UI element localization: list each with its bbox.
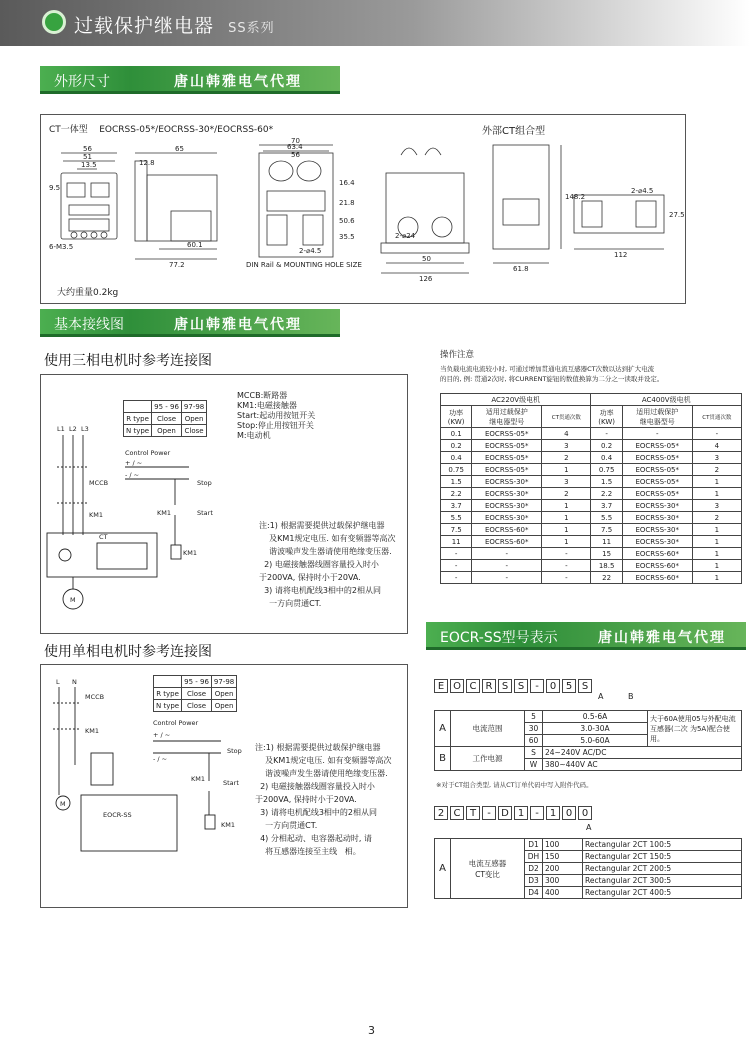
model-code-char: 0 bbox=[578, 806, 592, 820]
motor-selection-table: AC220V级电机 AC400V级电机 功率 (KW) 适用过载保护 继电器型号 CT贯通次数 功率 (KW) 适用过载保护 继电器型号 CT贯通次数 0.1 EOCRSS-05* 4 - - - 0.2 EOCRSS-05* 3 0.2 EOCRSS-05* 4 0.4 EOCRSS-05* 2 0.4 EOCRSS-05* 3 0.75 EOCRSS-05* 1 0.75 EOCRSS-05* 2 1.5 EOCRSS-30* 3 1.5 EOCRSS-05* 1 2.2 EOCRSS-30* 2 2.2 EOCRSS-05* 1 3.7 EOCRSS-30* 1 3.7 EOCRSS-30* 3 5.5 EOCRSS-30* 1 5.5 EOCRSS-30* 2 7.5 EOCRSS-60* 1 7.5 EOCRSS-30* 1 11 EOCRSS-60* 1 11 EOCRSS-30* 1 - - - 15 EOCRSS-60* 1 - - - 18.5 EOCRSS-60* 1 - - - 22 EOCRSS-60* 1 bbox=[440, 393, 742, 584]
table-cell: 0.1 bbox=[441, 428, 472, 440]
table-cell: 3.7 bbox=[591, 500, 622, 512]
label-motor-1ph: M bbox=[60, 800, 66, 808]
table-row bbox=[441, 440, 742, 452]
label-start-1ph: Start bbox=[223, 779, 239, 787]
din-label: DIN Rail & MOUNTING HOLE SIZE bbox=[246, 261, 362, 269]
single-phase-schematic bbox=[41, 665, 259, 909]
label-km1-coil-1ph: KM1 bbox=[221, 821, 236, 829]
dim-60-1: 60.1 bbox=[187, 241, 203, 249]
table-cell: 18.5 bbox=[591, 560, 622, 572]
model-code-char: 0 bbox=[562, 806, 576, 820]
table-cell: 3 bbox=[692, 452, 741, 464]
table-cell: 22 bbox=[591, 572, 622, 584]
table-cell: 1.5 bbox=[441, 476, 472, 488]
label-l1: L1 bbox=[57, 425, 65, 433]
dim-51: 51 bbox=[83, 153, 92, 161]
label-l3: L3 bbox=[81, 425, 89, 433]
label-plus-1ph: + / ~ bbox=[153, 731, 171, 739]
label-km1-1ph: KM1 bbox=[85, 727, 100, 735]
table-cell: EOCRSS-60* bbox=[472, 536, 542, 548]
label-stop: Stop bbox=[197, 479, 212, 487]
label-mccb-1ph: MCCB bbox=[85, 693, 105, 701]
model-code-char: 1 bbox=[514, 806, 528, 820]
table-cell: 4 bbox=[542, 428, 591, 440]
legend-3ph: MCCB:断路器 KM1:电磁接触器 Start:起动用按钮开关 Stop:停止用按钮开关 M:电动机 bbox=[237, 391, 316, 440]
table-cell: 0.75 bbox=[441, 464, 472, 476]
table-cell: EOCRSS-30* bbox=[472, 512, 542, 524]
label-minus-1ph: - / ~ bbox=[153, 755, 168, 763]
model-code-2ct bbox=[434, 801, 594, 820]
model-code-char: T bbox=[466, 806, 480, 820]
table-cell: 2 bbox=[542, 488, 591, 500]
label-ct: CT bbox=[99, 533, 108, 541]
dim-2d24: 2-⌀24 bbox=[395, 232, 416, 240]
table-cell: 3 bbox=[542, 476, 591, 488]
three-phase-schematic bbox=[41, 375, 241, 635]
label-n: N bbox=[72, 678, 77, 686]
operation-title: 操作注意 bbox=[440, 350, 475, 360]
model2-table: A 电流互感器 CT变比 D1 100 Rectangular 2CT 100:5 DH 150 Rectangular 2CT 150:5 D2 200 Rectangular 2CT 200:5 D3 300 Rectangular 2CT 300:5 D4 400 Rectangular 2CT 400:5 bbox=[434, 838, 742, 899]
table-cell: 1 bbox=[542, 512, 591, 524]
dim-63-4: 63.4 bbox=[287, 143, 303, 151]
motor-selection-rows bbox=[441, 428, 742, 584]
three-phase-notes: 注:1) 根据需要提供过载保护继电器 及KM1规定电压. 如有变频器等高次 谐波噪声发生器请使用绝缘变压器. 2) 电磁接触器线圈容量投入时小 于200VA, 保持时小于20VA. 3) 请将电机配线3相中的2相从同 一方向贯通CT. bbox=[259, 521, 396, 608]
dim-56: 56 bbox=[83, 145, 92, 153]
table-cell: 0.75 bbox=[591, 464, 622, 476]
table-cell: 0.4 bbox=[591, 452, 622, 464]
label-stop-1ph: Stop bbox=[227, 747, 242, 755]
section-label: 外形尺寸 bbox=[54, 74, 110, 90]
agent-label: 唐山韩雅电气代理 bbox=[174, 317, 302, 333]
dim-65: 65 bbox=[175, 145, 184, 153]
model-banner bbox=[426, 622, 746, 650]
dim-16-4: 16.4 bbox=[339, 179, 355, 187]
label-control-power: Control Power bbox=[125, 449, 171, 457]
dim-35-5: 35.5 bbox=[339, 233, 355, 241]
label-mccb: MCCB bbox=[89, 479, 109, 487]
three-phase-title: 使用三相电机时参考连接图 bbox=[44, 353, 212, 369]
table-cell: EOCRSS-05* bbox=[622, 488, 692, 500]
contact-table-3ph: 95 - 96 97-98 R type Close Open N type Open Close bbox=[123, 400, 207, 437]
table-cell: EOCRSS-30* bbox=[622, 524, 692, 536]
table-row bbox=[441, 512, 742, 524]
model-code-char: - bbox=[530, 679, 544, 693]
model-code-char: C bbox=[450, 806, 464, 820]
dim-112: 112 bbox=[614, 251, 628, 259]
dim-21-8: 21.8 bbox=[339, 199, 355, 207]
table-row bbox=[441, 464, 742, 476]
model-code-char: R bbox=[482, 679, 496, 693]
table-cell: 4 bbox=[692, 440, 741, 452]
model2-marker-a: A bbox=[586, 823, 592, 832]
dim-77-2: 77.2 bbox=[169, 261, 185, 269]
model-code-char: S bbox=[514, 679, 528, 693]
group-ac400: AC400V级电机 bbox=[591, 394, 742, 406]
table-row bbox=[441, 500, 742, 512]
dim-13-5: 13.5 bbox=[81, 161, 97, 169]
table-cell: - bbox=[542, 572, 591, 584]
table-cell: 2.2 bbox=[591, 488, 622, 500]
table-cell: EOCRSS-30* bbox=[472, 476, 542, 488]
table-cell: 11 bbox=[441, 536, 472, 548]
table-cell: 1 bbox=[542, 536, 591, 548]
dim-148-2: 148.2 bbox=[565, 193, 586, 201]
model-code-char: 0 bbox=[546, 679, 560, 693]
table-cell: 15 bbox=[591, 548, 622, 560]
table-cell: 11 bbox=[591, 536, 622, 548]
table-cell: 3 bbox=[542, 440, 591, 452]
screw-label: 6-M3.5 bbox=[49, 243, 74, 251]
table-cell: 1 bbox=[692, 572, 741, 584]
table-cell: - bbox=[472, 572, 542, 584]
table-cell: 2.2 bbox=[441, 488, 472, 500]
table-cell: - bbox=[622, 428, 692, 440]
table-cell: 2 bbox=[692, 464, 741, 476]
table-cell: - bbox=[542, 548, 591, 560]
table-cell: EOCRSS-60* bbox=[622, 548, 692, 560]
weight-label: 大约重量0.2kg bbox=[57, 288, 119, 298]
agent-label: 唐山韩雅电气代理 bbox=[174, 74, 302, 90]
table-row bbox=[441, 536, 742, 548]
table-row bbox=[441, 452, 742, 464]
table-cell: EOCRSS-30* bbox=[472, 488, 542, 500]
table-cell: - bbox=[542, 560, 591, 572]
table-cell: EOCRSS-30* bbox=[622, 500, 692, 512]
table-cell: 1 bbox=[692, 560, 741, 572]
label-start: Start bbox=[197, 509, 213, 517]
model-code-char: S bbox=[498, 679, 512, 693]
table-cell: 1 bbox=[692, 536, 741, 548]
three-phase-diagram bbox=[40, 374, 408, 634]
page-title: 过载保护继电器 SS系列 bbox=[74, 15, 275, 37]
model1-footnote: ※对于CT组合类型, 请从CT订单代码中写入附件代码。 bbox=[436, 781, 593, 789]
table-row bbox=[441, 524, 742, 536]
section-label: 基本接线图 bbox=[54, 317, 124, 333]
section-label: EOCR-SS型号表示 bbox=[440, 630, 558, 646]
page-number: 3 bbox=[368, 1024, 375, 1037]
single-phase-title: 使用单相电机时参考连接图 bbox=[44, 644, 212, 660]
table-cell: - bbox=[692, 428, 741, 440]
table-cell: 1 bbox=[692, 548, 741, 560]
table-cell: - bbox=[441, 548, 472, 560]
label-km1: KM1 bbox=[157, 509, 172, 517]
table-cell: EOCRSS-60* bbox=[622, 572, 692, 584]
table-cell: - bbox=[472, 560, 542, 572]
label-l: L bbox=[56, 678, 60, 686]
dim-70: 70 bbox=[291, 137, 300, 145]
model-code-char: - bbox=[482, 806, 496, 820]
model-code-char: - bbox=[530, 806, 544, 820]
label-minus: - / ~ bbox=[125, 471, 140, 479]
operation-text: 当负载电流电流较小时, 可通过增加贯通电流互感器CT次数以达到扩大电流 的目的, 例: 贯通2次时, 将CURRENT旋钮的数值换算为二分之一读取并设定。 bbox=[440, 365, 664, 383]
table-cell: 5.5 bbox=[591, 512, 622, 524]
table-cell: EOCRSS-05* bbox=[472, 428, 542, 440]
external-ct-label: 外部CT组合型 bbox=[482, 126, 546, 137]
table-row bbox=[441, 476, 742, 488]
label-km1-contact-1ph: KM1 bbox=[191, 775, 206, 783]
label-km1b: KM1 bbox=[89, 511, 104, 519]
table-row bbox=[441, 548, 742, 560]
label-plus: + / ~ bbox=[125, 459, 143, 467]
label-km1-coil: KM1 bbox=[183, 549, 198, 557]
table-cell: 1 bbox=[542, 464, 591, 476]
label-eocr-ss: EOCR-SS bbox=[103, 811, 132, 819]
model-code-char: 1 bbox=[546, 806, 560, 820]
table-cell: 0.2 bbox=[441, 440, 472, 452]
table-cell: 1 bbox=[692, 488, 741, 500]
dim-61-8: 61.8 bbox=[513, 265, 529, 273]
table-cell: EOCRSS-60* bbox=[472, 524, 542, 536]
dimensions-banner bbox=[40, 66, 340, 94]
table-cell: EOCRSS-30* bbox=[622, 512, 692, 524]
table-cell: 3 bbox=[692, 500, 741, 512]
contact-table-1ph: 95 - 96 97-98 R type Close Open N type Close Open bbox=[153, 675, 237, 712]
table-cell: 7.5 bbox=[591, 524, 622, 536]
model-code-char: C bbox=[466, 679, 480, 693]
table-cell: EOCRSS-30* bbox=[472, 500, 542, 512]
model1-marker-b: B bbox=[628, 692, 634, 701]
dim-hole: 2-⌀4.5 bbox=[299, 247, 322, 255]
single-phase-notes: 注:1) 根据需要提供过载保护继电器 及KM1规定电压. 如有变频器等高次 谐波噪声发生器请使用绝缘变压器. 2) 电磁接触器线圈容量投入时小 于200VA, 保持时小于20VA. 3) 请将电机配线3相中的2相从同 一方向贯通CT. 4) 分相起动、电容器起动时, 请 将互感器连接至主线 相。 bbox=[255, 743, 392, 856]
model-code-char: E bbox=[434, 679, 448, 693]
table-cell: 1 bbox=[692, 476, 741, 488]
dim-50b: 50 bbox=[422, 255, 431, 263]
table-cell: EOCRSS-05* bbox=[472, 464, 542, 476]
table-cell: 3.7 bbox=[441, 500, 472, 512]
table-cell: 0.2 bbox=[591, 440, 622, 452]
table-cell: EOCRSS-05* bbox=[622, 440, 692, 452]
table-cell: - bbox=[591, 428, 622, 440]
model-code-char: 2 bbox=[434, 806, 448, 820]
model-code-char: 5 bbox=[562, 679, 576, 693]
table-cell: EOCRSS-30* bbox=[622, 536, 692, 548]
dim-50-6: 50.6 bbox=[339, 217, 355, 225]
table-cell: 7.5 bbox=[441, 524, 472, 536]
model-code-eocrss bbox=[434, 674, 594, 693]
group-ac220: AC220V级电机 bbox=[441, 394, 591, 406]
ct-integrated-label: CT一体型 EOCRSS-05*/EOCRSS-30*/EOCRSS-60* bbox=[49, 125, 274, 135]
dim-12-8: 12.8 bbox=[139, 159, 155, 167]
label-control-power-1ph: Control Power bbox=[153, 719, 199, 727]
table-cell: EOCRSS-05* bbox=[622, 464, 692, 476]
table-cell: 2 bbox=[692, 512, 741, 524]
table-cell: - bbox=[472, 548, 542, 560]
table-cell: 0.4 bbox=[441, 452, 472, 464]
dimensions-panel bbox=[40, 114, 686, 304]
table-cell: 5.5 bbox=[441, 512, 472, 524]
model-code-char: D bbox=[498, 806, 512, 820]
table-row bbox=[441, 560, 742, 572]
dim-56b: 56 bbox=[291, 151, 300, 159]
table-cell: - bbox=[441, 560, 472, 572]
table-cell: 1 bbox=[542, 500, 591, 512]
table-cell: EOCRSS-05* bbox=[472, 452, 542, 464]
label-l2: L2 bbox=[69, 425, 77, 433]
table-cell: - bbox=[441, 572, 472, 584]
table-row bbox=[441, 488, 742, 500]
header-circle-icon bbox=[42, 10, 66, 34]
table-row bbox=[441, 428, 742, 440]
table-cell: EOCRSS-05* bbox=[622, 476, 692, 488]
wiring-banner bbox=[40, 309, 340, 337]
table-cell: EOCRSS-05* bbox=[472, 440, 542, 452]
table-cell: 1 bbox=[692, 524, 741, 536]
model-code-char: O bbox=[450, 679, 464, 693]
dim-hole-b: 2-⌀4.5 bbox=[631, 187, 654, 195]
table-cell: EOCRSS-05* bbox=[622, 452, 692, 464]
table-cell: 2 bbox=[542, 452, 591, 464]
agent-label: 唐山韩雅电气代理 bbox=[598, 630, 726, 646]
model1-table: A 电流范围 5 0.5-6A 大于60A使用05与外配电流互感器(二次 为5A)配合使用。 30 3.0-30A 60 5.0-60A B 工作电源 S 24~240V AC/DC W 380~440V AC bbox=[434, 710, 742, 771]
table-cell: EOCRSS-60* bbox=[622, 560, 692, 572]
table-cell: 1 bbox=[542, 524, 591, 536]
label-motor: M bbox=[70, 596, 76, 604]
dim-27-5: 27.5 bbox=[669, 211, 685, 219]
dimension-drawings bbox=[41, 115, 687, 305]
dim-126: 126 bbox=[419, 275, 433, 283]
table-cell: 1.5 bbox=[591, 476, 622, 488]
model-code-char: S bbox=[578, 679, 592, 693]
header-bar bbox=[0, 0, 750, 46]
model1-marker-a: A bbox=[598, 692, 604, 701]
dim-9-5: 9.5 bbox=[49, 184, 61, 192]
single-phase-diagram bbox=[40, 664, 408, 908]
table-row bbox=[441, 572, 742, 584]
